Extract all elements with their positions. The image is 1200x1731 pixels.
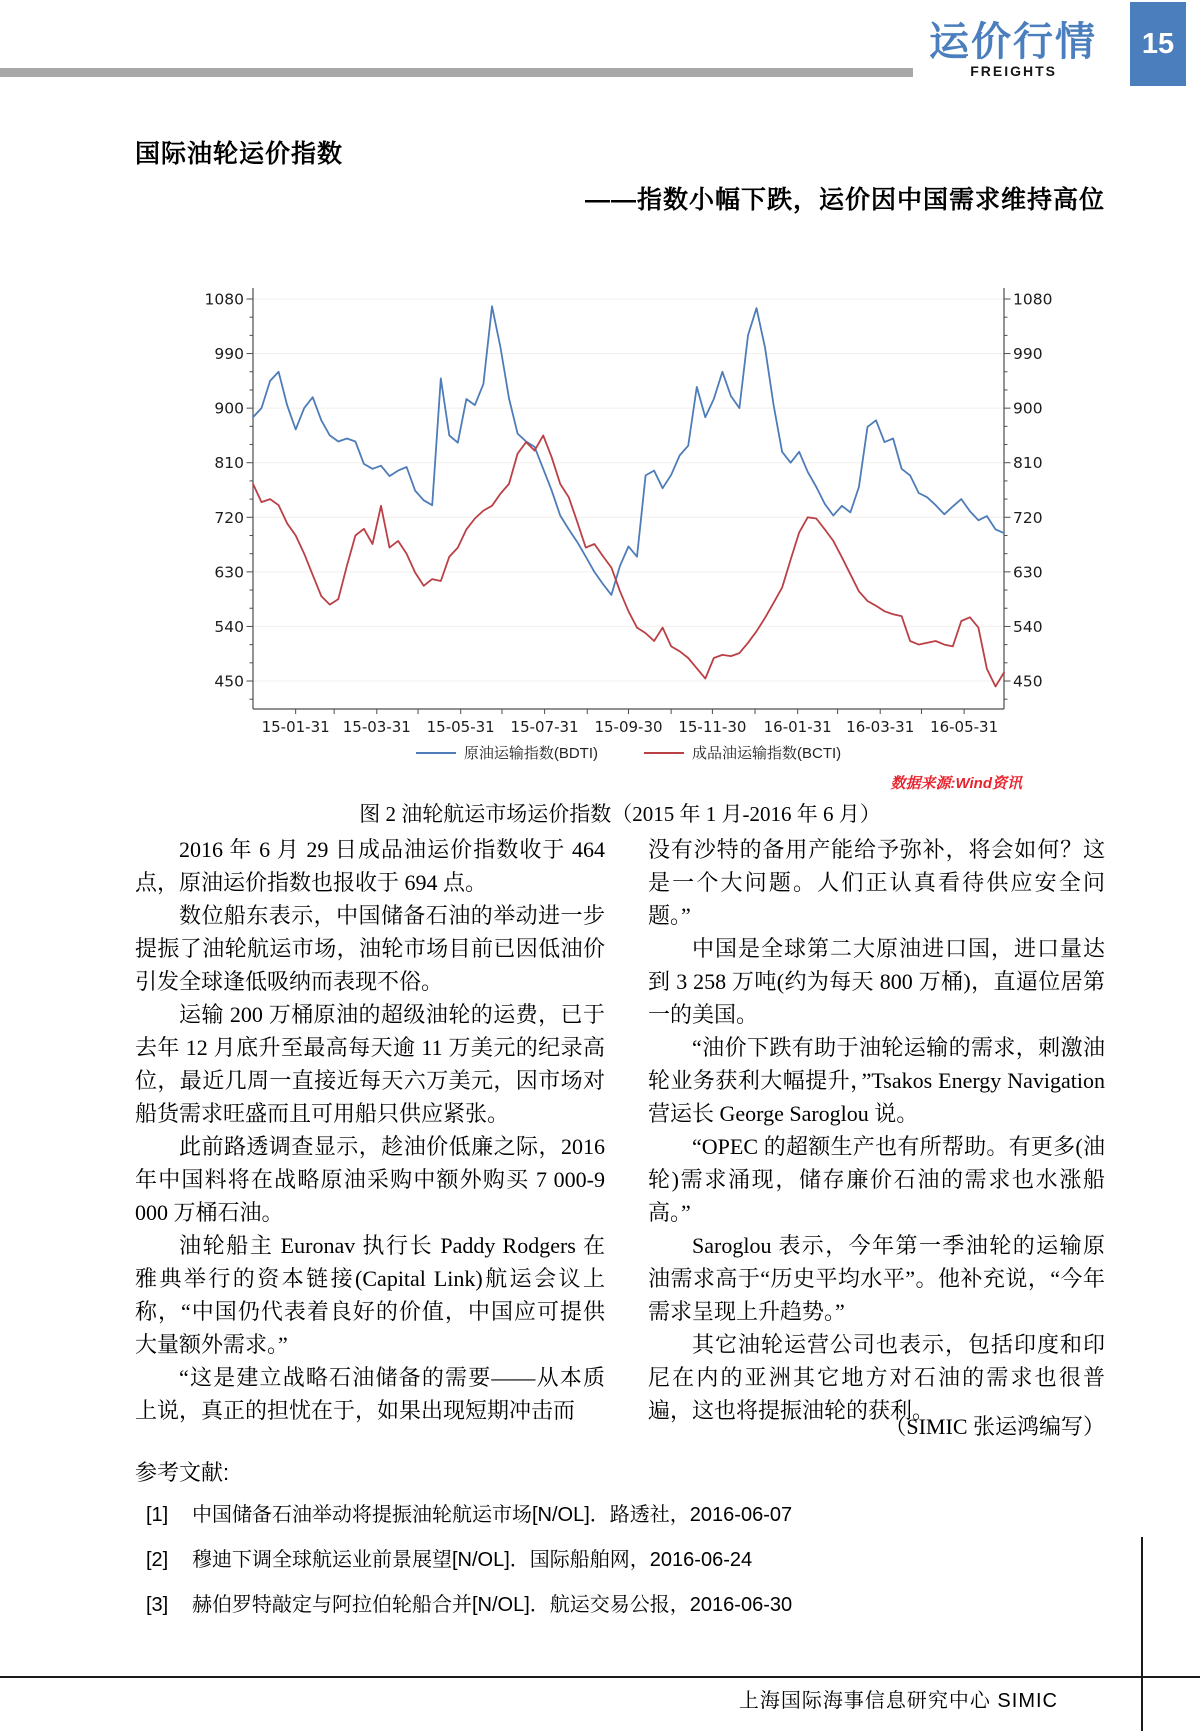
y-tick-label: 720 <box>214 508 244 527</box>
x-tick-label: 15-09-30 <box>594 718 663 736</box>
y-tick-label: 900 <box>1013 399 1043 418</box>
reference-item <box>146 1543 1046 1588</box>
figure-caption: 图 2 油轮航运市场运价指数（2015 年 1 月-2016 年 6 月） <box>359 802 881 826</box>
section-title-cn: 运价行情 <box>929 20 1097 64</box>
y-tick-label: 900 <box>214 399 244 418</box>
x-tick-label: 16-03-31 <box>846 718 915 736</box>
y-tick-label: 540 <box>1013 617 1043 636</box>
x-tick-label: 16-05-31 <box>930 718 999 736</box>
page-number: 15 <box>1141 27 1175 60</box>
reference-number: [3] <box>146 1594 169 1616</box>
y-tick-label: 450 <box>1013 672 1043 691</box>
x-tick-label: 16-01-31 <box>763 718 832 736</box>
legend-item <box>416 742 598 763</box>
bdti-line <box>253 306 1004 595</box>
legend-label: 原油运输指数(BDTI) <box>463 745 598 762</box>
y-tick-label: 630 <box>214 563 244 582</box>
reference-text: 穆迪下调全球航运业前景展望[N/OL]．国际船舶网，2016-06-24 <box>192 1549 753 1571</box>
footer-organization: 上海国际海事信息研究中心 SIMIC <box>738 1690 1058 1712</box>
footer-rule <box>0 1676 1200 1678</box>
y-tick-label: 1080 <box>1013 290 1053 309</box>
byline: （SIMIC 张运鸿编写） <box>884 1414 1105 1439</box>
body-paragraph: 油轮船主 Euronav 执行长 Paddy Rodgers 在雅典举行的资本链接(Capital Link)航运会议上称，“中国仍代表着良好的价值，中国应可提供大量额外需求。” <box>135 1233 605 1357</box>
x-tick-label: 15-07-31 <box>510 718 579 736</box>
legend-line-swatch <box>644 752 684 754</box>
body-paragraph: “这是建立战略石油储备的需要——从本质上说，真正的担忧在于，如果出现短期冲击而 <box>135 1365 605 1423</box>
references-heading: 参考文献: <box>135 1460 230 1485</box>
section-title-en: FREIGHTS <box>970 63 1057 79</box>
reference-item <box>146 1498 1046 1543</box>
article-subtitle: ——指数小幅下跌，运价因中国需求维持高位 <box>584 186 1105 214</box>
body-paragraph: 其它油轮运营公司也表示，包括印度和印尼在内的亚洲其它地方对石油的需求也很普遍，这也将提振油轮的获利。 <box>648 1332 1105 1423</box>
y-tick-label: 990 <box>214 345 244 364</box>
legend-item <box>644 742 841 763</box>
freight-index-chart <box>150 250 1053 736</box>
y-tick-label: 1080 <box>204 290 244 309</box>
body-paragraph: 2016 年 6 月 29 日成品油运价指数收于 464 点，原油运价指数也报收于 694 点。 <box>135 837 605 895</box>
body-paragraph: “油价下跌有助于油轮运输的需求，刺激油轮业务获利大幅提升，”Tsakos Energy Navigation 营运长 George Saroglou 说。 <box>648 1035 1105 1126</box>
y-tick-label: 990 <box>1013 345 1043 364</box>
references-list <box>146 1498 1046 1633</box>
reference-text: 中国储备石油举动将提振油轮航运市场[N/OL]．路透社，2016-06-07 <box>192 1504 793 1526</box>
y-tick-label: 450 <box>214 672 244 691</box>
article-left-column <box>135 833 605 1427</box>
reference-item <box>146 1588 1046 1633</box>
article-right-column <box>648 833 1105 1427</box>
y-tick-label: 810 <box>1013 454 1043 473</box>
x-tick-label: 15-01-31 <box>261 718 330 736</box>
x-tick-label: 15-05-31 <box>426 718 495 736</box>
y-tick-label: 540 <box>214 617 244 636</box>
bcti-line <box>253 435 1004 686</box>
x-tick-label: 15-11-30 <box>678 718 747 736</box>
footer-vertical-rule <box>1141 1537 1143 1731</box>
legend-label: 成品油运输指数(BCTI) <box>692 745 842 762</box>
article-title: 国际油轮运价指数 <box>135 140 344 168</box>
body-paragraph: 此前路透调查显示，趁油价低廉之际，2016 年中国料将在战略原油采购中额外购买 7 000-9 000 万桶石油。 <box>135 1134 605 1225</box>
body-paragraph: “OPEC 的超额生产也有所帮助。有更多(油轮)需求涌现，储存廉价石油的需求也水涨船高。” <box>648 1134 1105 1225</box>
page-number-box <box>1130 2 1186 86</box>
header-divider-bar <box>0 68 913 77</box>
data-source-note: 数据来源:Wind资讯 <box>890 775 1022 792</box>
body-paragraph: 运输 200 万桶原油的超级油轮的运费，已于去年 12 月底升至最高每天逾 11 万美元的纪录高位，最近几周一直接近每天六万美元，因市场对船货需求旺盛而且可用船只供应紧张。 <box>135 1002 605 1126</box>
y-tick-label: 810 <box>214 454 244 473</box>
body-paragraph: 数位船东表示，中国储备石油的举动进一步提振了油轮航运市场，油轮市场目前已因低油价引发全球逢低吸纳而表现不俗。 <box>135 903 605 994</box>
legend-line-swatch <box>416 752 456 754</box>
x-tick-label: 15-03-31 <box>342 718 411 736</box>
y-tick-label: 720 <box>1013 508 1043 527</box>
body-paragraph: Saroglou 表示，今年第一季油轮的运输原油需求高于“历史平均水平”。他补充说，“今年需求呈现上升趋势。” <box>648 1233 1105 1324</box>
reference-number: [2] <box>146 1549 169 1571</box>
chart-legend <box>253 742 1004 763</box>
reference-number: [1] <box>146 1504 169 1526</box>
body-paragraph: 没有沙特的备用产能给予弥补，将会如何？这是一个大问题。人们正认真看待供应安全问题。” <box>648 837 1105 928</box>
body-paragraph: 中国是全球第二大原油进口国，进口量达到 3 258 万吨(约为每天 800 万桶)，直逼位居第一的美国。 <box>648 936 1105 1027</box>
y-tick-label: 630 <box>1013 563 1043 582</box>
reference-text: 赫伯罗特敲定与阿拉伯轮船合并[N/OL]．航运交易公报，2016-06-30 <box>192 1594 793 1616</box>
